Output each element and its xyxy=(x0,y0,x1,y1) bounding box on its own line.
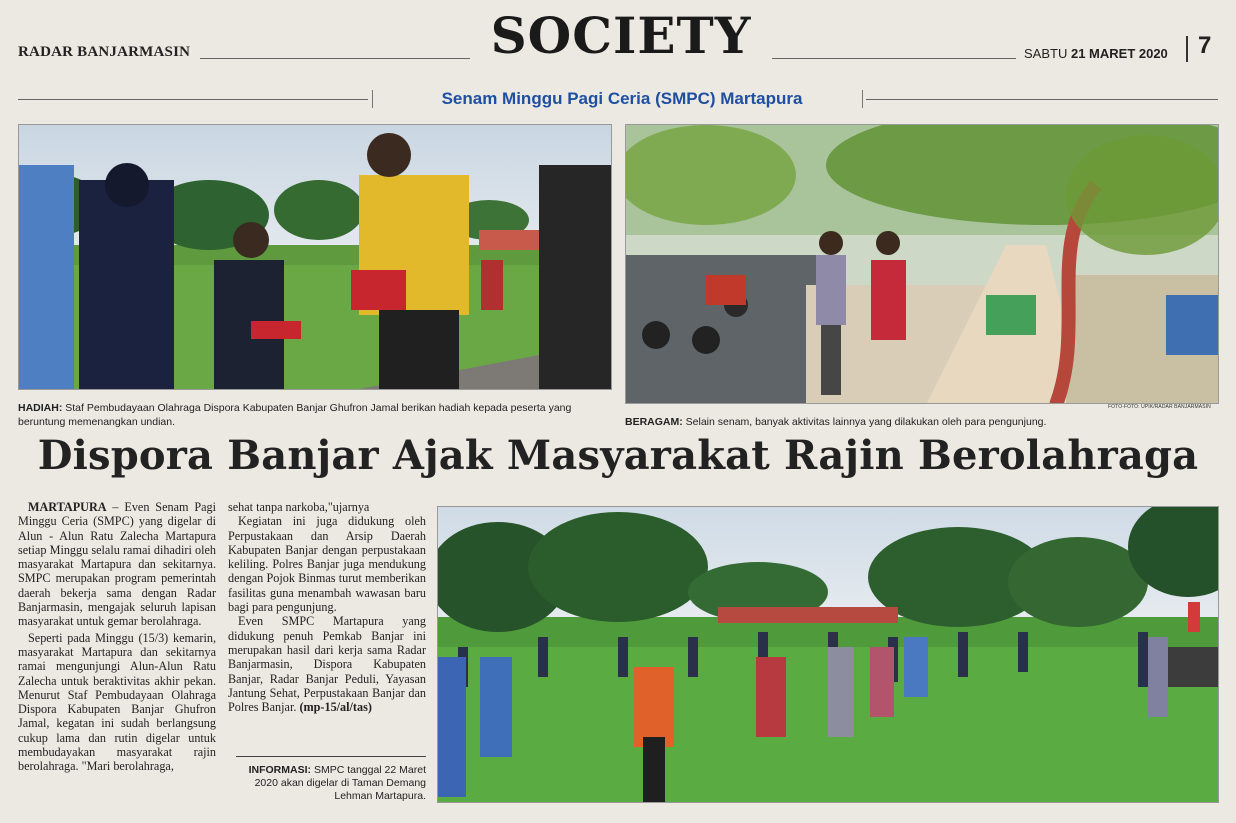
issue-day: SABTU xyxy=(1024,46,1068,61)
article-paragraph: sehat tanpa narkoba,"ujarnya xyxy=(228,500,370,514)
caption-text: Selain senam, banyak aktivitas lainnya yang dilakukan oleh para pengunjung. xyxy=(685,416,1047,428)
article-headline: Dispora Banjar Ajak Masyarakat Rajin Berolahraga xyxy=(37,432,1199,479)
section-rule-right xyxy=(866,99,1218,100)
photo-activities-caption xyxy=(625,415,1219,429)
masthead-rule-left xyxy=(200,58,470,59)
article-column-2 xyxy=(228,500,426,714)
section-tick-left xyxy=(372,90,373,108)
section-rule-left xyxy=(18,99,368,100)
photo-credit: FOTO-FOTO: UPIK/RADAR BANJARMASIN xyxy=(1108,404,1211,410)
section-bar-title: Senam Minggu Pagi Ceria (SMPC) Martapura xyxy=(441,89,803,108)
masthead-rule-right xyxy=(772,58,1016,59)
info-rule xyxy=(236,756,426,757)
article-paragraph xyxy=(18,500,216,629)
dateline: MARTAPURA xyxy=(28,500,107,514)
article-paragraph: Kegiatan ini juga didukung oleh Perpustakaan dan Arsip Daerah Kabupaten Banjar dengan perpustakaan keliling. Polres Banjar juga mendukung dengan Pojok Binmas turut memberikan fasilitas guna menambah wawasan baru bagi para pengunjung. xyxy=(228,514,426,615)
paragraph-text: – Even Senam Pagi Minggu Ceria (SMPC) yang digelar di Alun - Alun Ratu Zalecha Martapura setiap Minggu selalu ramai dihadiri oleh masyarakat Martapura dan sekitarnya. SMPC merupakan program pemerintah daerah bekerja sama dengan Radar Banjarmasin, mengajak seluruh lapisan masyarakat untuk gemar berolahraga. xyxy=(18,500,216,629)
page-number-separator xyxy=(1186,36,1188,62)
caption-text: Staf Pembudayaan Olahraga Dispora Kabupaten Banjar Ghufron Jamal berikan hadiah kepada peserta yang beruntung memenangkan undian. xyxy=(18,402,572,428)
issue-date xyxy=(1024,46,1168,61)
info-box xyxy=(238,764,426,803)
byline: (mp-15/al/tas) xyxy=(299,700,372,715)
paragraph-text: Even SMPC Martapura yang didukung penuh Pemkab Banjar ini merupakan hasil dari kerja sama Radar Banjarmasin, Dispora Kabupaten Banjar, Radar Banjar Peduli, Yayasan Jantung Sehat, Perpustakaan Banjar dan Polres Banjar. xyxy=(228,614,426,715)
issue-date-value: 21 MARET 2020 xyxy=(1070,46,1168,61)
photo-aerobics-field xyxy=(437,506,1219,803)
info-text: SMPC tanggal 22 Maret 2020 akan digelar di Taman Demang Lehman Martapura. xyxy=(254,764,426,802)
photo-activities xyxy=(625,124,1219,404)
article-column-1 xyxy=(18,500,216,774)
info-label: INFORMASI: xyxy=(248,764,312,776)
section-tick-right xyxy=(862,90,863,108)
paper-name: RADAR BANJARMASIN xyxy=(18,44,191,60)
photo-prize-caption xyxy=(18,401,614,429)
section-title: SOCIETY xyxy=(490,6,752,65)
caption-label: BERAGAM: xyxy=(625,416,683,428)
caption-label: HADIAH: xyxy=(18,402,63,414)
article-paragraph xyxy=(228,614,426,714)
photo-prize-giving xyxy=(18,124,612,390)
article-paragraph: Seperti pada Minggu (15/3) kemarin, masyarakat Martapura dan sekitarnya ramai mengunjungi Alun-Alun Ratu Zalecha untuk beraktivitas akhir pekan. Menurut Staf Pembudayaan Olahraga Dispora Kabupaten Banjar Ghufron Jamal, kegatan ini sudah berlangsung cukup lama dan rutin digelar untuk membudayakan masyarakat rajin berolahraga. "Mari berolahraga, xyxy=(18,630,216,774)
page-number: 7 xyxy=(1198,32,1212,59)
